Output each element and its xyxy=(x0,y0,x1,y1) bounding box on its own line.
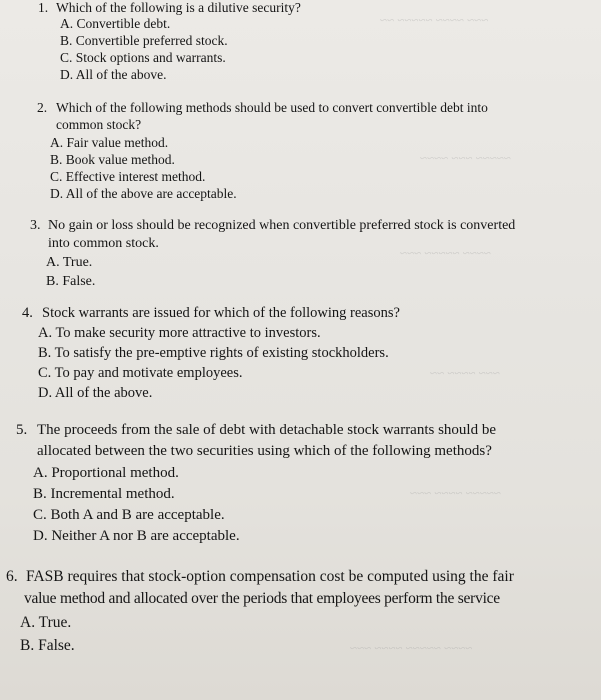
answer-option: A. Proportional method. xyxy=(33,465,179,481)
question-text: FASB requires that stock-option compensation cost be computed using the fair xyxy=(26,568,514,585)
answer-option: D. All of the above. xyxy=(38,385,153,401)
answer-option: D. Neither A nor B are acceptable. xyxy=(33,528,240,544)
question-text: value method and allocated over the periods that employees perform the service xyxy=(24,590,500,607)
answer-option: B. To satisfy the pre-emptive rights of existing stockholders. xyxy=(38,345,389,361)
question-number: 4. xyxy=(22,305,33,321)
show-through-smudge: ~~~~ ~~~~~ ~~~~ ~~~ xyxy=(350,640,473,655)
question-number: 2. xyxy=(37,100,48,115)
question-number: 6. xyxy=(6,568,18,585)
answer-option: A. True. xyxy=(20,614,72,631)
question-text: Which of the following methods should be used to convert convertible debt into xyxy=(56,100,488,115)
answer-option: C. Both A and B are acceptable. xyxy=(33,507,225,523)
answer-option: C. To pay and motivate employees. xyxy=(38,365,243,381)
answer-option: D. All of the above are acceptable. xyxy=(50,186,237,201)
show-through-smudge: ~~~ ~~~~ ~~~~~ ~~ xyxy=(380,12,489,27)
answer-option: B. Convertible preferred stock. xyxy=(60,33,228,48)
question-number: 5. xyxy=(16,422,28,438)
show-through-smudge: ~~~~~ ~~~~ ~~~ xyxy=(410,485,501,500)
answer-option: B. False. xyxy=(20,637,75,654)
answer-option: B. False. xyxy=(46,274,96,289)
answer-option: C. Stock options and warrants. xyxy=(60,50,226,65)
show-through-smudge: ~~~~~ ~~~ ~~~~ xyxy=(420,150,511,165)
answer-option: B. Incremental method. xyxy=(33,486,175,502)
question-number: 3. xyxy=(30,218,41,233)
show-through-smudge: ~~~ ~~~~ ~~ xyxy=(430,365,500,380)
question-number: 1. xyxy=(38,0,49,15)
question-text: Stock warrants are issued for which of the following reasons? xyxy=(42,305,400,321)
answer-option: A. Convertible debt. xyxy=(60,16,171,31)
answer-option: A. Fair value method. xyxy=(50,135,169,150)
question-text: Which of the following is a dilutive security? xyxy=(56,0,301,15)
answer-option: B. Book value method. xyxy=(50,152,175,167)
answer-option: A. To make security more attractive to investors. xyxy=(38,325,321,341)
question-text: into common stock. xyxy=(48,236,159,251)
answer-option: A. True. xyxy=(46,255,93,270)
answer-option: C. Effective interest method. xyxy=(50,169,206,184)
question-text: common stock? xyxy=(56,117,142,132)
question-text: The proceeds from the sale of debt with detachable stock warrants should be xyxy=(37,422,497,438)
show-through-smudge: ~~~~ ~~~~~ ~~~ xyxy=(400,245,491,260)
question-text: allocated between the two securities using which of the following methods? xyxy=(37,443,492,459)
question-text: No gain or loss should be recognized when convertible preferred stock is converted xyxy=(48,218,516,233)
answer-option: D. All of the above. xyxy=(60,67,167,82)
